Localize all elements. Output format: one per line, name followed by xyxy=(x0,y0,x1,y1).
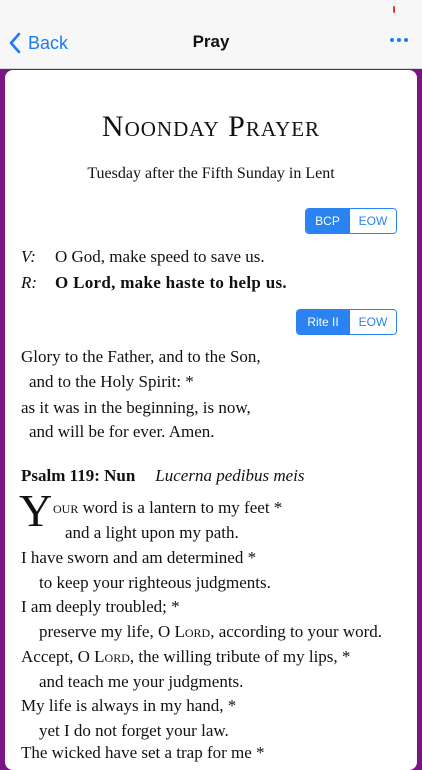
lord-small-caps: Lord xyxy=(174,622,211,641)
more-dots-icon xyxy=(390,38,394,42)
psalm-line: The wicked have set a trap for me * xyxy=(21,743,265,762)
more-button[interactable] xyxy=(390,38,408,42)
toggle-rite-ii[interactable]: Rite II xyxy=(297,310,349,334)
toggle-eow[interactable]: EOW xyxy=(350,209,396,233)
lord-small-caps: Lord xyxy=(94,647,130,666)
psalm-line: I have sworn and am determined * xyxy=(21,548,257,567)
gloria-line: as it was in the beginning, is now, xyxy=(21,398,251,417)
psalm-line: preserve my life, O Lord, according to your word. xyxy=(39,622,383,641)
prayer-content[interactable] xyxy=(5,70,417,770)
back-label: Back xyxy=(28,32,69,53)
response-label: R: xyxy=(21,273,38,292)
toggle-bcp[interactable]: BCP xyxy=(306,209,349,233)
office-title: Noonday Prayer xyxy=(101,110,321,143)
psalm-line: I am deeply troubled; * xyxy=(21,597,180,616)
psalm-line: My life is always in my hand, * xyxy=(21,696,237,715)
drop-cap: Y xyxy=(19,485,53,536)
rite-toggle xyxy=(296,309,397,335)
toggle-eow-rite[interactable]: EOW xyxy=(350,310,396,334)
response xyxy=(21,273,287,293)
office-subtitle: Tuesday after the Fifth Sunday in Lent xyxy=(87,165,335,182)
navigation-bar xyxy=(0,0,422,69)
status-indicator xyxy=(393,6,395,13)
gloria-line: and to the Holy Spirit: * xyxy=(29,372,194,391)
bcp-eow-toggle xyxy=(305,208,397,234)
gloria-line: Glory to the Father, and to the Son, xyxy=(21,347,261,366)
psalm-latin-title: Lucerna pedibus meis xyxy=(155,466,305,485)
versicle-label: V: xyxy=(21,247,36,266)
psalm-heading xyxy=(21,466,305,486)
versicle xyxy=(21,247,265,267)
psalm-line: and a light upon my path. xyxy=(65,523,239,542)
nav-title: Pray xyxy=(192,32,230,51)
psalm-number: Psalm 119: Nun xyxy=(21,466,136,485)
psalm-first-word-rest: our xyxy=(53,498,79,517)
gloria-line: and will be for ever. Amen. xyxy=(29,422,215,441)
response-text: O Lord, make haste to help us. xyxy=(55,273,287,292)
psalm-first-line: word is a lantern to my feet * xyxy=(78,498,283,517)
versicle-text: O God, make speed to save us. xyxy=(55,247,265,266)
psalm-line xyxy=(53,498,282,518)
psalm-line: to keep your righteous judgments. xyxy=(39,573,271,592)
psalm-line: and teach me your judgments. xyxy=(39,672,244,691)
psalm-line: yet I do not forget your law. xyxy=(39,721,229,740)
psalm-line: Accept, O Lord, the willing tribute of my lips, * xyxy=(21,647,351,666)
